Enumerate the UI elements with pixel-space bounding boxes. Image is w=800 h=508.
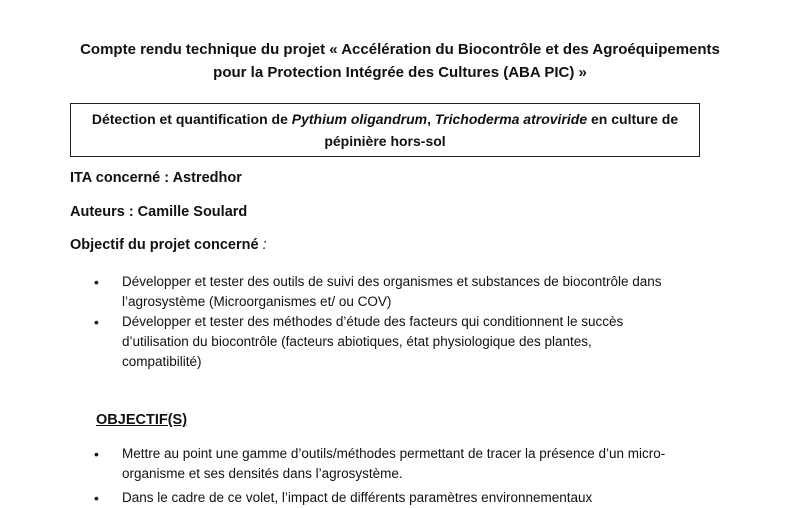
subject-text-a: Détection et quantification de: [91, 111, 292, 127]
list-item-line: Dans le cadre de ce volet, l’impact de différents paramètres environnementaux: [122, 490, 593, 505]
title-line-2: pour la Protection Intégrée des Cultures (ABA PIC) »: [213, 64, 587, 81]
list-item: [70, 272, 720, 312]
list-item: [70, 444, 720, 484]
list-item-line: l’agrosystème (Microorganismes et/ ou COV): [122, 294, 392, 309]
subject-box: [70, 103, 700, 157]
bullet-icon: •: [94, 274, 99, 290]
authors-field: Auteurs : Camille Soulard: [70, 204, 248, 220]
list-item: [70, 312, 720, 372]
title-line-1: Compte rendu technique du projet « Accélération du Biocontrôle et des Agroéquipements: [80, 41, 720, 58]
objective-label-text: Objectif du projet concerné: [70, 237, 263, 253]
subject-line-1: [71, 108, 699, 130]
list-item-line: organisme et ses densités dans l’agrosystème.: [122, 466, 403, 481]
objective-label: [70, 237, 267, 253]
list-item-line: Développer et tester des méthodes d’étude des facteurs qui conditionnent le succès: [122, 314, 624, 329]
list-item-line: Mettre au point une gamme d’outils/méthodes permettant de tracer la présence d’un micro-: [122, 446, 666, 461]
subject-species-1: Pythium oligandrum: [291, 111, 428, 127]
subject-text-b: ,: [427, 111, 435, 127]
subject-species-2: Trichoderma atroviride: [434, 111, 588, 127]
subject-text-c: en culture de: [587, 111, 679, 127]
list-item-line: compatibilité): [122, 354, 202, 369]
objectifs-heading: OBJECTIF(S): [96, 412, 188, 428]
bullet-icon: •: [94, 314, 99, 330]
bullet-icon: •: [94, 490, 99, 506]
objectives-list: [70, 272, 720, 372]
objectifs-list: [70, 444, 720, 508]
subject-line-2: pépinière hors-sol: [324, 133, 446, 149]
document-title: [40, 38, 760, 84]
list-item-line: Développer et tester des outils de suivi des organismes et substances de biocontrôle dans: [122, 274, 662, 289]
bullet-icon: •: [94, 446, 99, 462]
list-item-line: d’utilisation du biocontrôle (facteurs abiotiques, état physiologique des plantes,: [122, 334, 592, 349]
objective-label-colon: :: [262, 237, 267, 253]
list-item: [70, 488, 720, 508]
ita-field: ITA concerné : Astredhor: [70, 170, 242, 186]
